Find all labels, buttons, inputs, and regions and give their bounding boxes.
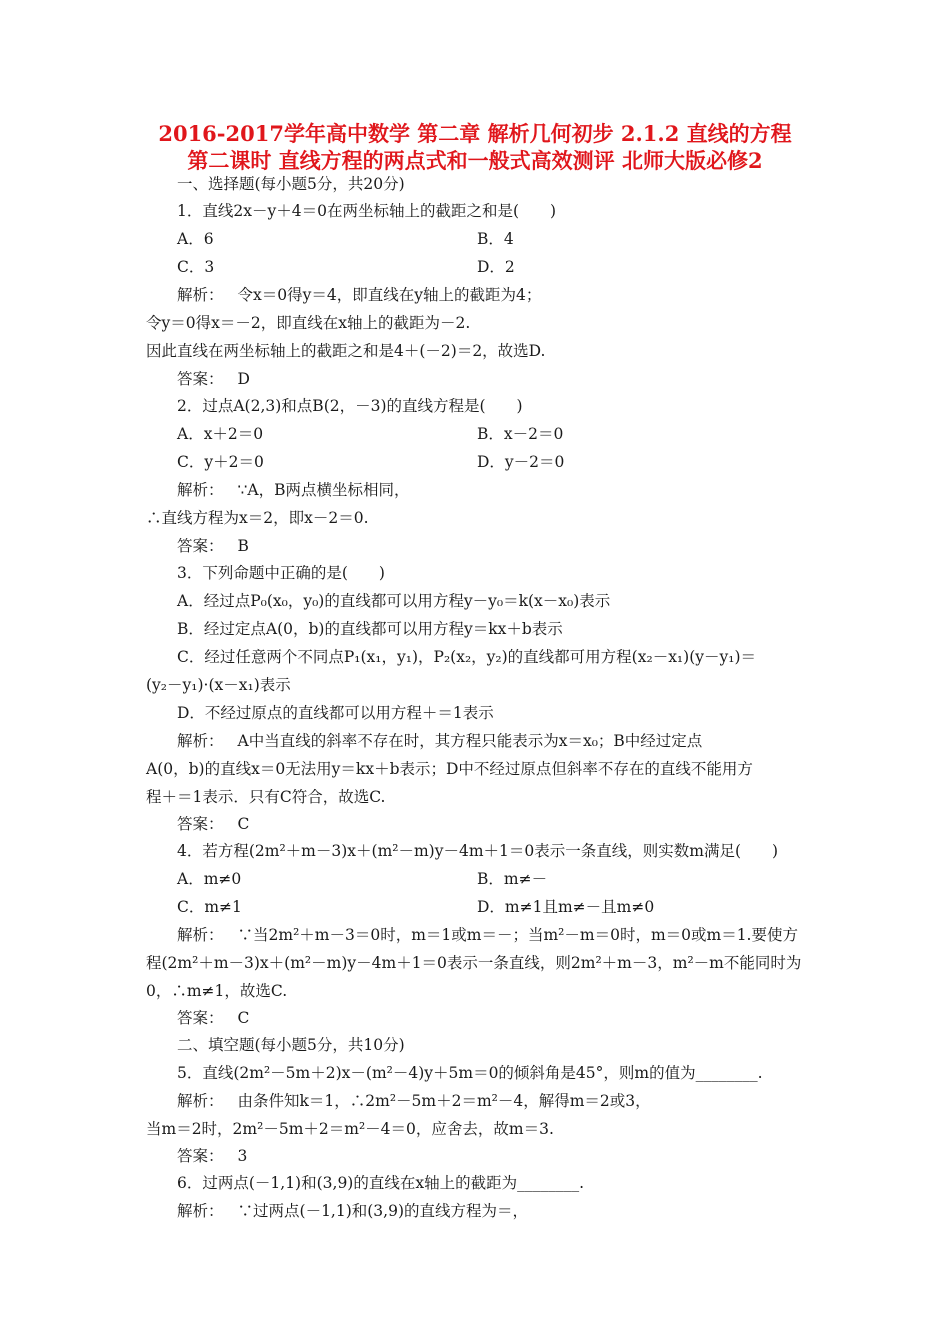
q5-analysis-1 [177,1091,651,1111]
analysis-label: 解析： [177,732,224,750]
answer-label: 答案： [177,1009,224,1027]
q3-analysis-text: A中当直线的斜率不存在时，其方程只能表示为x＝x₀；B中经过定点 [237,732,703,750]
q4-stem: 4．若方程(2m²＋m－3)x＋(m²－m)y－4m＋1＝0表示一条直线，则实数m满足( ) [177,842,779,860]
q4-analysis-1 [177,925,798,945]
q5-stem: 5．直线(2m²－5m＋2)x－(m²－4)y＋5m＝0的倾斜角是45°，则m的值为________. [177,1064,763,1082]
q6-analysis-1 [177,1201,528,1221]
q3-answer [177,814,249,834]
analysis-label: 解析： [177,1202,224,1220]
q2-option-a: A．x＋2＝0 [177,425,264,443]
title-line-1: 2016-2017学年高中数学 第二章 解析几何初步 2.1.2 直线的方程 [158,121,792,146]
q4-option-c: C．m≠1 [177,898,242,916]
q1-option-d: D．2 [477,258,515,276]
q1-answer-value: D [237,370,250,388]
q2-option-c: C．y＋2＝0 [177,453,264,471]
q2-option-d: D．y－2＝0 [477,453,565,471]
q3-answer-value: C [237,815,250,833]
q1-answer [177,369,250,389]
q3-option-c-1: C．经过任意两个不同点P₁(x₁，y₁)，P₂(x₂，y₂)的直线都可用方程(x₂－x₁)(y－y₁)＝ [177,648,757,666]
q1-analysis-2: 令y＝0得x＝－2，即直线在x轴上的截距为－2. [146,314,471,332]
analysis-label: 解析： [177,286,224,304]
q3-option-d: D．不经过原点的直线都可以用方程＋＝1表示 [177,704,494,722]
section-heading-fill: 二、填空题(每小题5分，共10分) [177,1036,405,1054]
q5-answer-value: 3 [237,1147,248,1165]
q2-answer [177,536,249,556]
q2-analysis-text: ∵A，B两点横坐标相同， [237,481,410,499]
q3-option-b: B．经过定点A(0，b)的直线都可以用方程y＝kx＋b表示 [177,620,563,638]
answer-label: 答案： [177,370,224,388]
q5-answer [177,1146,247,1166]
q3-stem: 3．下列命题中正确的是( ) [177,564,385,582]
analysis-label: 解析： [177,1092,224,1110]
q4-option-a: A．m≠0 [177,870,242,888]
q4-option-d: D．m≠1且m≠－且m≠0 [477,898,655,916]
q1-stem: 1．直线2x－y＋4＝0在两坐标轴上的截距之和是( ) [177,202,557,220]
q2-analysis-1 [177,480,409,500]
q4-answer-value: C [237,1009,250,1027]
q1-option-c: C．3 [177,258,215,276]
q2-stem: 2．过点A(2,3)和点B(2，－3)的直线方程是( ) [177,397,523,415]
q1-analysis-text: 令x＝0得y＝4，即直线在y轴上的截距为4； [237,286,542,304]
q1-option-b: B．4 [477,230,514,248]
q4-analysis-text: ∵当2m²＋m－3＝0时，m＝1或m＝－；当m²－m＝0时，m＝0或m＝1.要使方 [237,926,798,944]
analysis-label: 解析： [177,481,224,499]
q4-answer [177,1008,249,1028]
section-heading-choice: 一、选择题(每小题5分，共20分) [177,175,405,193]
answer-label: 答案： [177,537,224,555]
q1-analysis-3: 因此直线在两坐标轴上的截距之和是4＋(－2)＝2，故选D. [146,342,546,360]
q3-analysis-1 [177,731,702,751]
q1-option-a: A．6 [177,230,214,248]
q3-option-a: A．经过点P₀(x₀，y₀)的直线都可以用方程y－y₀＝k(x－x₀)表示 [177,592,611,610]
q1-analysis-1 [177,285,541,305]
q3-analysis-3: 程＋＝1表示．只有C符合，故选C. [146,788,386,806]
q2-answer-value: B [237,537,249,555]
q6-stem: 6．过两点(－1,1)和(3,9)的直线在x轴上的截距为________. [177,1174,585,1192]
q2-option-b: B．x－2＝0 [477,425,564,443]
q4-analysis-2: 程(2m²＋m－3)x＋(m²－m)y－4m＋1＝0表示一条直线，则2m²＋m－3，m²－m不能同时为 [146,954,802,972]
q6-analysis-text: ∵过两点(－1,1)和(3,9)的直线方程为＝， [237,1202,529,1220]
answer-label: 答案： [177,815,224,833]
q5-analysis-2: 当m＝2时，2m²－5m＋2＝m²－4＝0，应舍去，故m＝3. [146,1120,554,1138]
q5-analysis-text: 由条件知k＝1，∴2m²－5m＋2＝m²－4，解得m＝2或3， [237,1092,651,1110]
q3-option-c-2: (y₂－y₁)·(x－x₁)表示 [146,676,291,694]
title-line-2: 第二课时 直线方程的两点式和一般式高效测评 北师大版必修2 [187,148,763,173]
q4-option-b: B．m≠－ [477,870,548,888]
analysis-label: 解析： [177,926,224,944]
q2-analysis-2: ∴直线方程为x＝2，即x－2＝0. [146,509,369,527]
q3-analysis-2: A(0，b)的直线x＝0无法用y＝kx＋b表示；D中不经过原点但斜率不存在的直线不能用方 [146,760,753,778]
q4-analysis-3: 0，∴m≠1，故选C. [146,982,288,1000]
answer-label: 答案： [177,1147,224,1165]
